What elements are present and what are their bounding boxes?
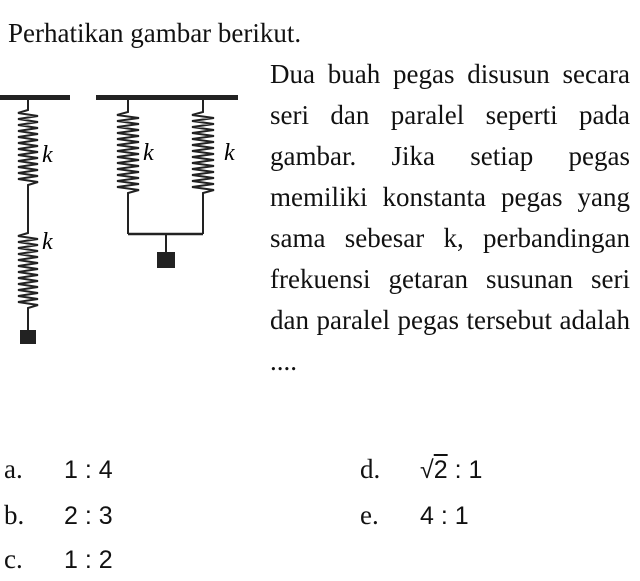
radicand: 2 xyxy=(433,456,448,484)
option-value: 4 : 1 xyxy=(420,502,469,530)
spring-label: k xyxy=(42,229,53,255)
option-a[interactable] xyxy=(4,452,113,487)
option-letter: c. xyxy=(4,544,23,574)
option-letter: d. xyxy=(360,454,381,484)
option-e[interactable] xyxy=(360,498,469,533)
spring-label: k xyxy=(143,140,154,166)
option-d[interactable] xyxy=(360,452,482,487)
spring-label: k xyxy=(224,140,235,166)
sqrt-symbol: √ xyxy=(420,456,434,484)
option-b[interactable] xyxy=(4,498,113,533)
spring-series-bottom xyxy=(18,231,38,310)
series-mass xyxy=(20,330,36,344)
series-spring-system xyxy=(0,95,70,344)
spring-parallel-right xyxy=(192,110,214,195)
option-value: 2 : 3 xyxy=(64,502,113,530)
option-c[interactable] xyxy=(4,542,113,577)
answer-options xyxy=(0,446,640,581)
option-letter: a. xyxy=(4,454,23,484)
option-value: : 1 xyxy=(447,456,483,484)
question-text: Dua buah pegas disusun secara seri dan paralel seperti pada gambar. Jika setiap pegas memiliki konstanta pegas yang sama sebesar k, perbandingan frekuensi getaran susunan seri dan paralel pegas tersebut adalah .... xyxy=(270,59,630,376)
option-value-d xyxy=(420,453,482,487)
spring-series-top xyxy=(18,108,38,187)
option-letter: e. xyxy=(360,500,379,530)
spring-parallel-left xyxy=(117,110,139,195)
spring-figure xyxy=(0,86,250,356)
option-value: 1 : 2 xyxy=(64,546,113,574)
spring-label: k xyxy=(42,142,53,168)
option-value: 1 : 4 xyxy=(64,456,113,484)
parallel-mass xyxy=(157,252,175,268)
option-letter: b. xyxy=(4,500,25,530)
parallel-spring-system xyxy=(96,95,238,268)
intro-text: Perhatikan gambar berikut. xyxy=(8,18,302,48)
